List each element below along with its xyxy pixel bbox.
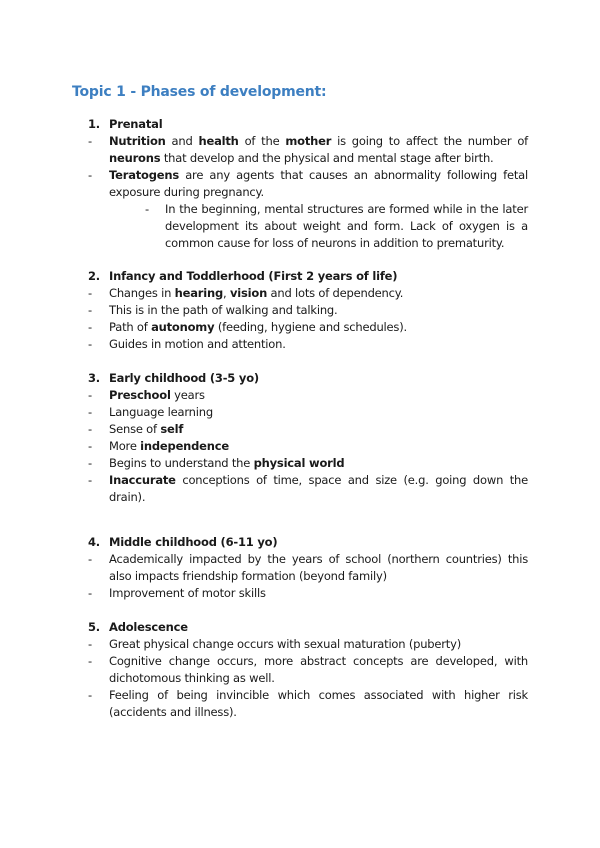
bullet-item <box>88 472 528 506</box>
section-title: Early childhood (3-5 yo) <box>109 371 259 385</box>
bullet-text: Feeling of being invincible which comes associated with higher risk (accidents and illness). <box>109 688 528 719</box>
bullet-text: Language learning <box>109 405 213 419</box>
page-title: Topic 1 - Phases of development: <box>72 84 327 100</box>
bullet-text: More <box>109 439 141 453</box>
bullet-text: Sense of <box>109 422 161 436</box>
section-number: 3. <box>88 371 100 385</box>
bullet-item <box>88 653 528 687</box>
bullet-list <box>88 551 528 602</box>
bullet-list <box>88 285 528 353</box>
section-title: Middle childhood (6-11 yo) <box>109 535 278 549</box>
bold-term: self <box>160 422 184 436</box>
bullet-item <box>88 167 528 252</box>
sub-bullet-list <box>145 201 528 252</box>
bullet-text: In the beginning, mental structures are formed while in the later development its about weight and form. Lack of oxygen is a common cause for loss of neurons in addition to prematurity. <box>165 202 528 250</box>
bullet-item <box>88 438 528 455</box>
bullet-text: is going to affect the number of <box>331 134 529 148</box>
section-early-childhood <box>88 370 528 506</box>
bullet-item <box>145 201 528 252</box>
bullet-item <box>88 133 528 167</box>
bullet-item <box>88 687 528 721</box>
bullet-text: Begins to understand the <box>109 456 254 470</box>
bullet-text: years <box>170 388 205 402</box>
bullet-item <box>88 319 528 336</box>
bullet-item <box>88 585 528 602</box>
bullet-item <box>88 285 528 302</box>
bullet-item <box>88 404 528 421</box>
bold-term: physical world <box>253 456 345 470</box>
bold-term: vision <box>229 286 268 300</box>
section-number: 2. <box>88 269 100 283</box>
bullet-item <box>88 551 528 585</box>
bullet-list <box>88 636 528 721</box>
bullet-text: that develop and the physical and mental stage after birth. <box>160 151 494 165</box>
bullet-list <box>88 387 528 506</box>
bullet-item <box>88 636 528 653</box>
section-title: Adolescence <box>109 620 188 634</box>
bold-term: Teratogens <box>109 168 180 182</box>
bullet-item <box>88 336 528 353</box>
bullet-text: Changes in <box>109 286 175 300</box>
section-heading <box>88 268 528 285</box>
section-number: 5. <box>88 620 100 634</box>
bullet-item <box>88 302 528 319</box>
bold-term: Preschool <box>109 388 171 402</box>
bullet-text: This is in the path of walking and talking. <box>109 303 338 317</box>
bold-term: independence <box>140 439 229 453</box>
bullet-list <box>88 133 528 252</box>
bullet-text: Path of <box>109 320 152 334</box>
bold-term: Inaccurate <box>109 473 176 487</box>
bold-term: health <box>198 134 239 148</box>
bullet-text: Improvement of motor skills <box>109 586 266 600</box>
bullet-text: of the <box>238 134 286 148</box>
section-infancy <box>88 268 528 353</box>
bullet-item <box>88 387 528 404</box>
section-prenatal <box>88 116 528 252</box>
section-number: 1. <box>88 117 100 131</box>
bold-term: autonomy <box>151 320 215 334</box>
bullet-text: are any agents that causes an abnormality following fetal exposure during pregnancy. <box>109 168 528 199</box>
bullet-text: Guides in motion and attention. <box>109 337 286 351</box>
bold-term: mother <box>285 134 332 148</box>
bullet-text: Great physical change occurs with sexual maturation (puberty) <box>109 637 461 651</box>
bullet-text: Cognitive change occurs, more abstract concepts are developed, with dichotomous thinking as well. <box>109 654 528 685</box>
bullet-text: conceptions of time, space and size (e.g. going down the drain). <box>109 473 528 504</box>
section-number: 4. <box>88 535 100 549</box>
bullet-item <box>88 421 528 438</box>
bullet-text: and <box>165 134 199 148</box>
section-middle-childhood <box>88 534 528 602</box>
bullet-text: (feeding, hygiene and schedules). <box>214 320 407 334</box>
section-title: Prenatal <box>109 117 163 131</box>
section-adolescence <box>88 619 528 721</box>
section-heading <box>88 619 528 636</box>
bold-term: neurons <box>109 151 161 165</box>
bullet-text: and lots of dependency. <box>267 286 404 300</box>
bold-term: hearing <box>174 286 224 300</box>
section-heading <box>88 370 528 387</box>
bullet-item <box>88 455 528 472</box>
section-title: Infancy and Toddlerhood (First 2 years of life) <box>109 269 398 283</box>
section-heading <box>88 534 528 551</box>
bullet-text: , <box>223 286 230 300</box>
bullet-text: Academically impacted by the years of school (northern countries) this also impacts friendship formation (beyond family) <box>109 552 528 583</box>
section-heading <box>88 116 528 133</box>
bold-term: Nutrition <box>109 134 166 148</box>
